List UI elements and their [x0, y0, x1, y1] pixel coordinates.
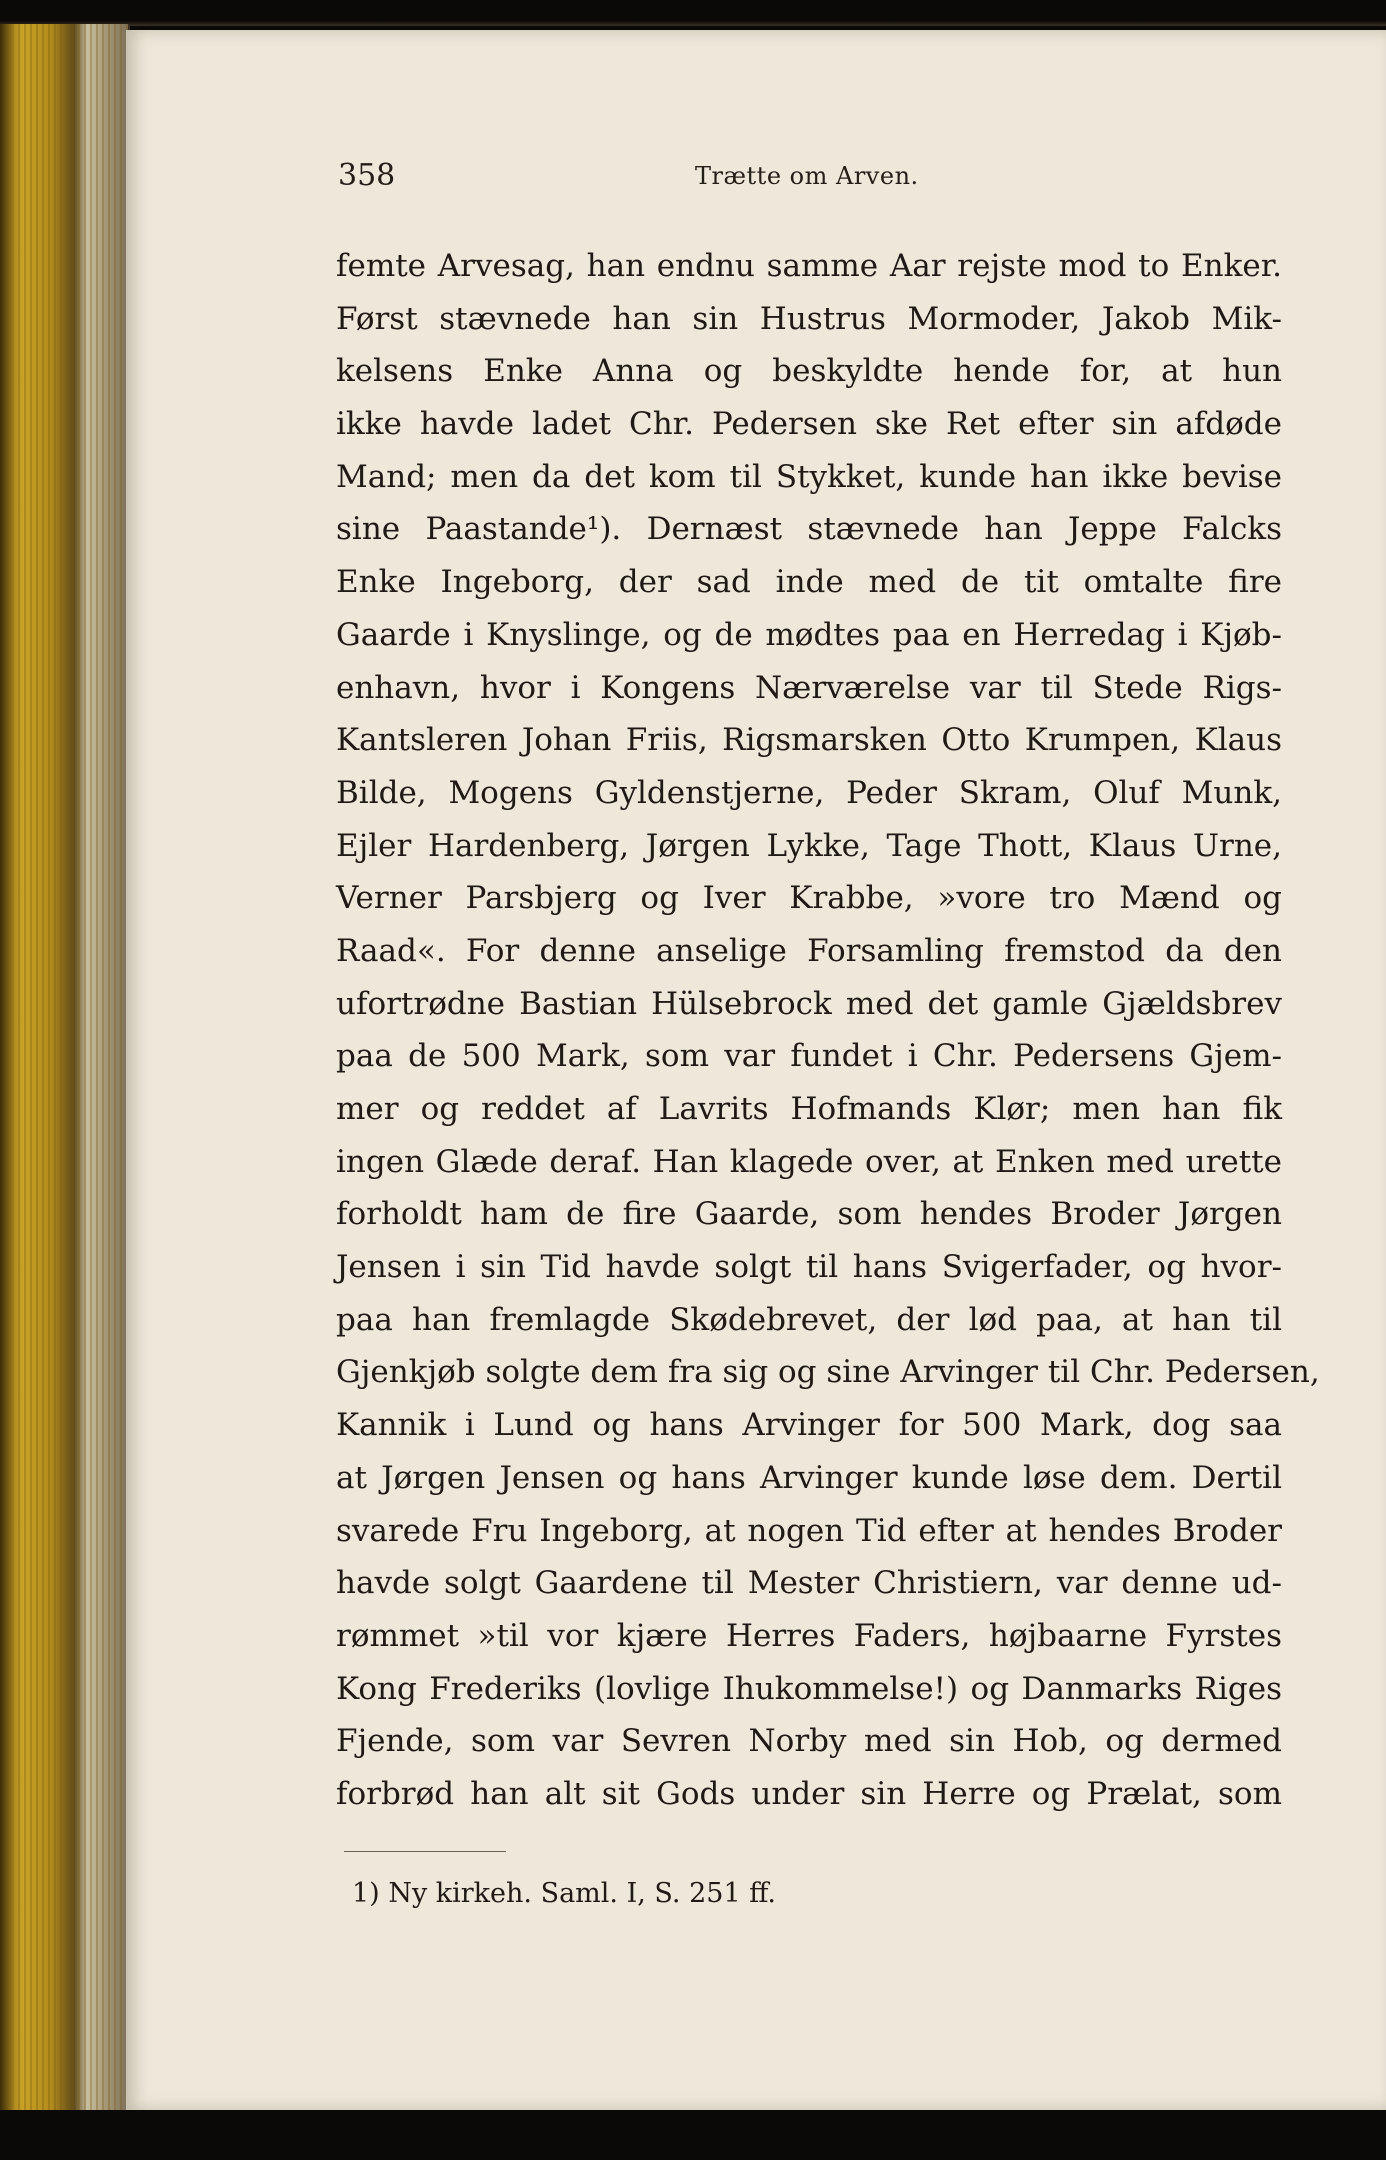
text-line: at Jørgen Jensen og hans Arvinger kunde løse dem. Dertil [336, 1459, 1282, 1496]
text-line: Først stævnede han sin Hustrus Mormoder, Jakob Mik- [336, 300, 1282, 337]
text-line: forbrød han alt sit Gods under sin Herre og Prælat, som [336, 1775, 1282, 1812]
text-line: Gjenkjøb solgte dem fra sig og sine Arvinger til Chr. Pedersen, [336, 1354, 1320, 1391]
text-line: mer og reddet af Lavrits Hofmands Klør; men han fik [336, 1091, 1282, 1127]
book-spine-shadow [0, 24, 14, 2110]
text-line: enhavn, hvor i Kongens Nærværelse var til Stede Rigs- [336, 669, 1282, 706]
text-line: paa de 500 Mark, som var fundet i Chr. Pedersens Gjem- [336, 1038, 1282, 1075]
text-line: femte Arvesag, han endnu samme Aar rejste mod to Enker. [336, 248, 1282, 284]
text-line: Fjende, som var Sevren Norby med sin Hob, og dermed [336, 1723, 1282, 1760]
text-line: Gaarde i Knyslinge, og de mødtes paa en Herredag i Kjøb- [336, 616, 1282, 653]
text-line: kelsens Enke Anna og beskyldte hende for, at hun [336, 353, 1282, 390]
text-line: svarede Fru Ingeborg, at nogen Tid efter at hendes Broder [336, 1512, 1282, 1549]
book-spine-gilded-edge [0, 24, 130, 2110]
page-number: 358 [338, 158, 396, 193]
footnote [352, 1878, 776, 1909]
text-line: paa han fremlagde Skødebrevet, der lød paa, at han til [336, 1301, 1282, 1338]
text-line: Kong Frederiks (lovlige Ihukommelse!) og Danmarks Riges [336, 1670, 1282, 1707]
text-line: Jensen i sin Tid havde solgt til hans Svigerfader, og hvor- [336, 1249, 1282, 1286]
footnote-marker: 1) [352, 1878, 380, 1909]
text-line: Ejler Hardenberg, Jørgen Lykke, Tage Thott, Klaus Urne, [336, 827, 1282, 864]
text-line: Mand; men da det kom til Stykket, kunde han ikke bevise [336, 458, 1282, 495]
page-header [338, 158, 938, 202]
text-line: ingen Glæde deraf. Han klagede over, at Enken med urette [336, 1143, 1282, 1180]
text-line: Raad«. For denne anselige Forsamling fremstod da den [336, 932, 1282, 969]
text-line: sine Paastande¹). Dernæst stævnede han Jeppe Falcks [336, 511, 1282, 548]
footnote-text: Ny kirkeh. Saml. I, S. 251 ff. [388, 1878, 777, 1909]
text-line: forholdt ham de fire Gaarde, som hendes Broder Jørgen [336, 1196, 1282, 1233]
text-line: havde solgt Gaardene til Mester Christiern, var denne ud- [336, 1565, 1282, 1602]
text-line: ufortrødne Bastian Hülsebrock med det gamle Gjældsbrev [336, 985, 1282, 1022]
text-line: rømmet »til vor kjære Herres Faders, højbaarne Fyrstes [336, 1617, 1282, 1654]
text-line: ikke havde ladet Chr. Pedersen ske Ret efter sin afdøde [336, 406, 1282, 443]
text-line: Verner Parsbjerg og Iver Krabbe, »vore tro Mænd og [336, 880, 1282, 917]
text-line: Kantsleren Johan Friis, Rigsmarsken Otto Krumpen, Klaus [336, 722, 1282, 759]
body-text [336, 240, 1320, 1821]
running-title: Trætte om Arven. [695, 162, 919, 190]
book-top-edge [0, 0, 1386, 26]
text-line: Enke Ingeborg, der sad inde med de tit omtalte fire [336, 564, 1282, 601]
text-line: Kannik i Lund og hans Arvinger for 500 Mark, dog saa [336, 1407, 1282, 1444]
text-line: Bilde, Mogens Gyldenstjerne, Peder Skram, Oluf Munk, [336, 774, 1282, 811]
footnote-divider [344, 1851, 506, 1852]
